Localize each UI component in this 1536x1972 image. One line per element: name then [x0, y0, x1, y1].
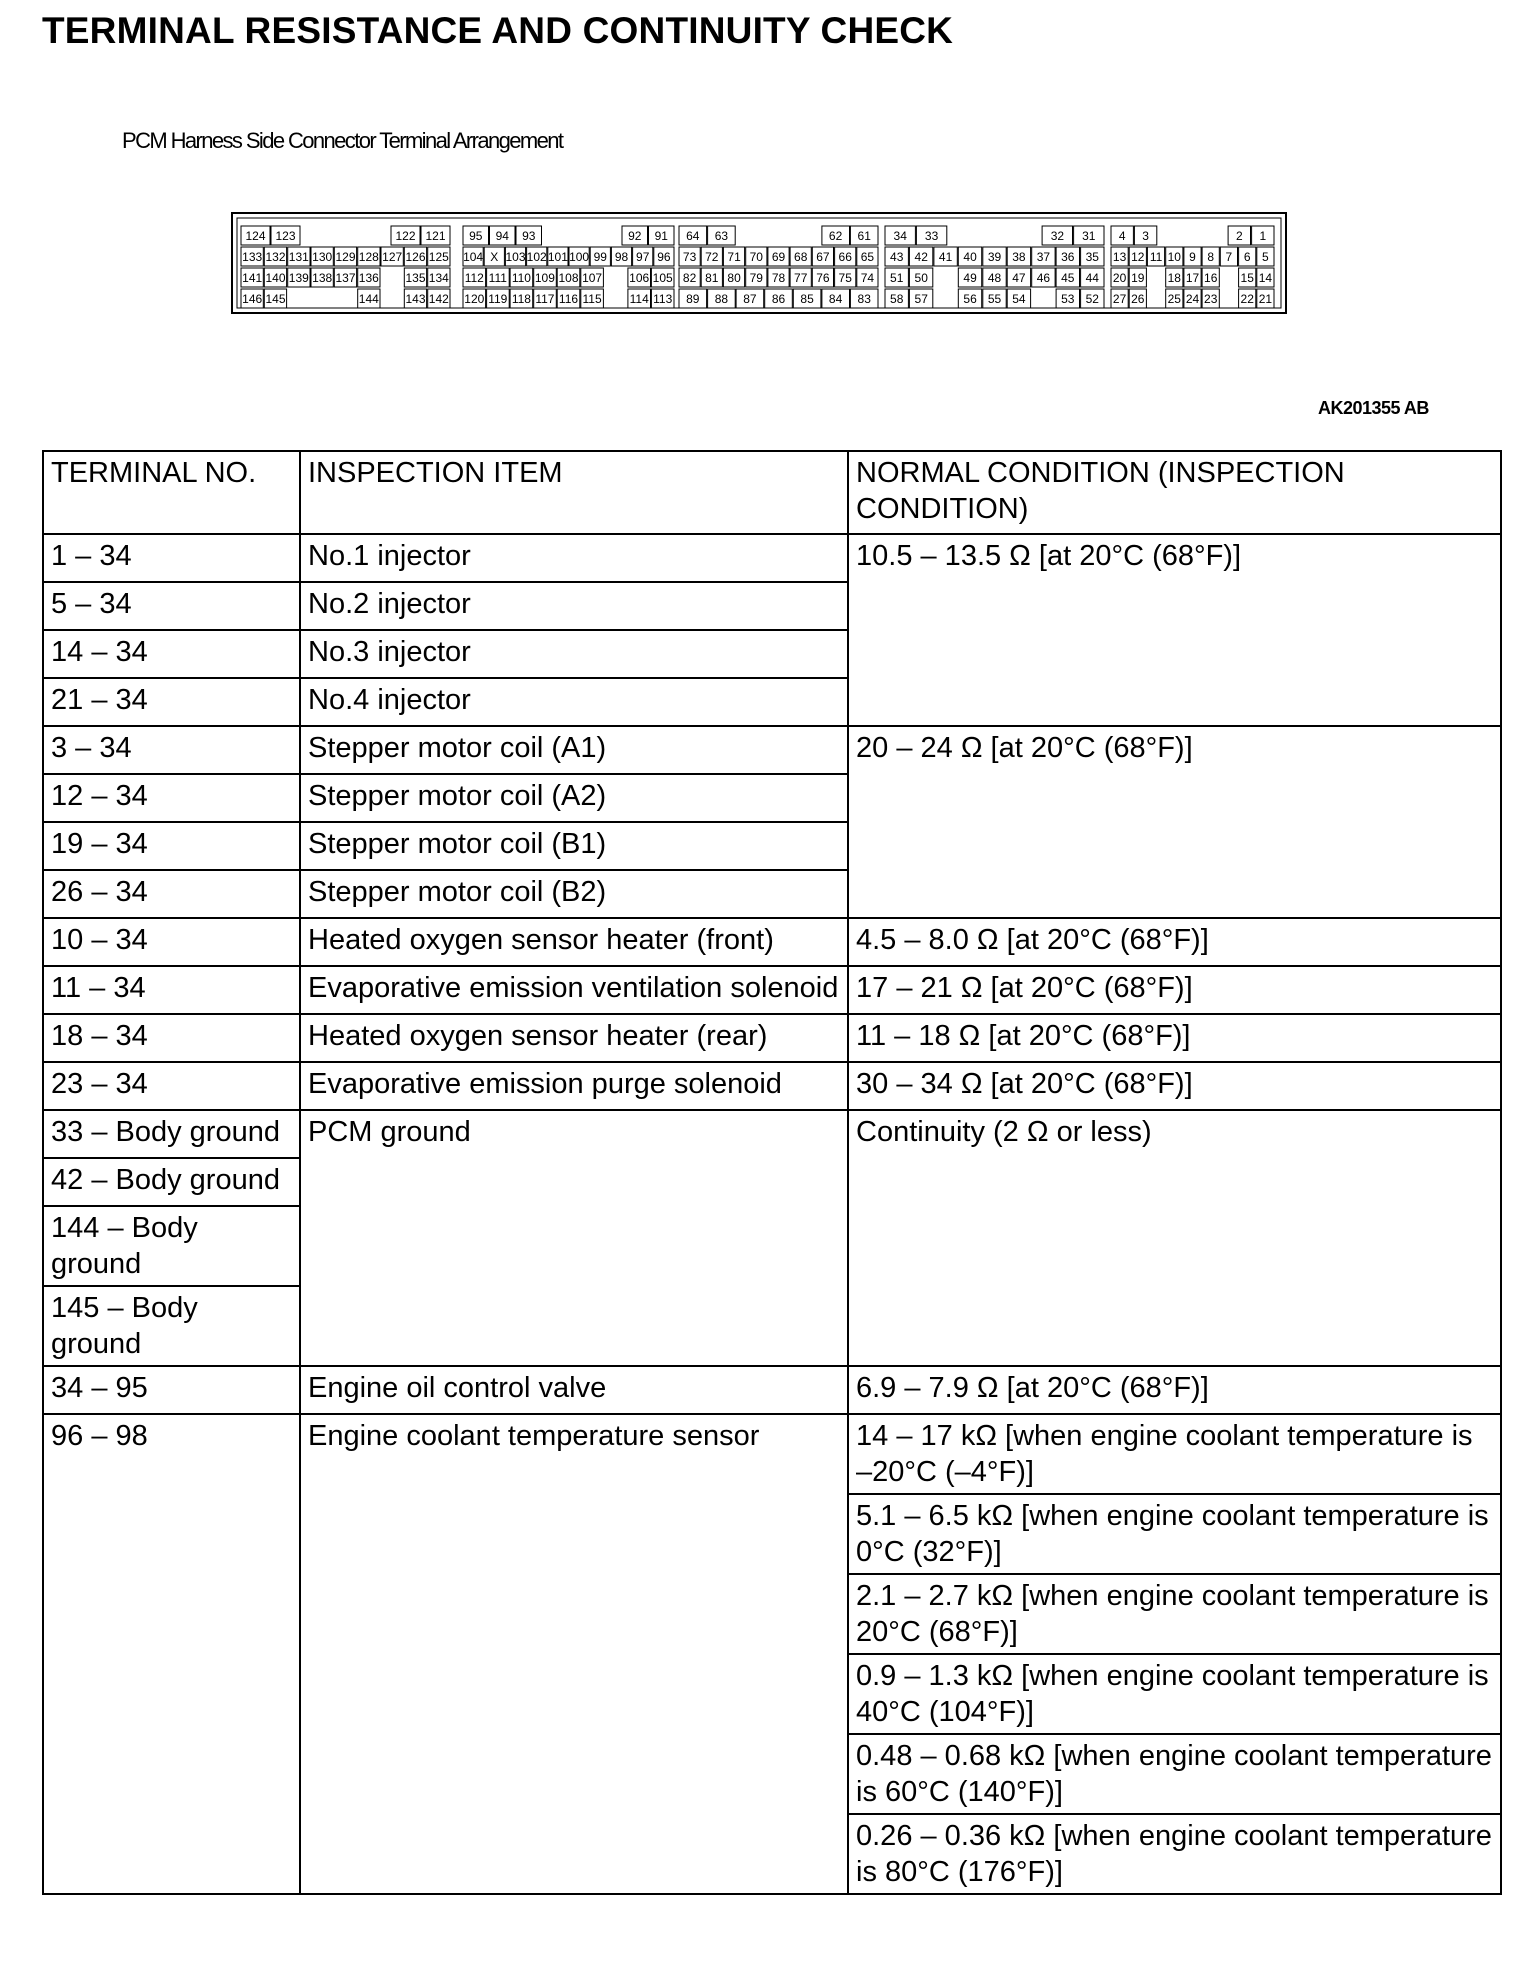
terminal-number: 21 [1258, 292, 1273, 306]
item-cell: Engine oil control valve [300, 1366, 848, 1414]
terminal-number: 93 [522, 229, 536, 243]
page-title: TERMINAL RESISTANCE AND CONTINUITY CHECK [42, 10, 954, 51]
terminal-number: 102 [526, 250, 547, 264]
condition-cell: Continuity (2 Ω or less) [848, 1110, 1501, 1366]
terminal-number: 55 [987, 292, 1002, 306]
terminal-number: 9 [1189, 250, 1196, 264]
terminal-number: 12 [1131, 250, 1145, 264]
terminal-number: 137 [335, 271, 356, 285]
item-cell: Stepper motor coil (B2) [300, 870, 848, 918]
terminal-number: 1 [1259, 229, 1267, 243]
condition-cell: 30 – 34 Ω [at 20°C (68°F)] [848, 1062, 1501, 1110]
terminal-number: 114 [629, 292, 649, 306]
item-cell: Stepper motor coil (A1) [300, 726, 848, 774]
item-cell: No.3 injector [300, 630, 848, 678]
condition-cell: 6.9 – 7.9 Ω [at 20°C (68°F)] [848, 1366, 1501, 1414]
terminal-number: 107 [582, 271, 603, 285]
terminal-cell: 5 – 34 [43, 582, 300, 630]
terminal-number: 79 [749, 271, 763, 285]
terminal-number: 126 [405, 250, 426, 264]
terminal-number: 146 [242, 292, 263, 306]
terminal-number: 25 [1167, 292, 1181, 306]
terminal-number: 63 [714, 229, 729, 243]
terminal-number: 47 [1012, 271, 1026, 285]
item-cell: Engine coolant temperature sensor [300, 1414, 848, 1894]
terminal-number: 34 [893, 229, 907, 243]
terminal-number: 38 [1012, 250, 1026, 264]
terminal-number: 14 [1258, 271, 1273, 285]
item-cell: No.1 injector [300, 534, 848, 582]
terminal-number: 101 [547, 250, 568, 264]
figure-code: AK201355 AB [1318, 398, 1429, 418]
terminal-number: 111 [488, 271, 507, 285]
terminal-number: 48 [987, 271, 1002, 285]
terminal-number: 99 [593, 250, 607, 264]
terminal-number: 135 [405, 271, 426, 285]
terminal-number: 84 [828, 292, 843, 306]
terminal-cell: 96 – 98 [43, 1414, 300, 1894]
terminal-number: 50 [914, 271, 928, 285]
terminal-number: 103 [505, 250, 526, 264]
terminal-number: 62 [828, 229, 843, 243]
table-row [43, 918, 1501, 966]
terminal-number: 16 [1204, 271, 1218, 285]
condition-cell: 17 – 21 Ω [at 20°C (68°F)] [848, 966, 1501, 1014]
terminal-number: 129 [335, 250, 356, 264]
terminal-number: 83 [857, 292, 871, 306]
terminal-number: 72 [705, 250, 719, 264]
terminal-number: 10 [1167, 250, 1181, 264]
terminal-number: 144 [358, 292, 379, 306]
terminal-cell: 21 – 34 [43, 678, 300, 726]
condition-cell: 0.48 – 0.68 kΩ [when engine coolant temperature is 60°C (140°F)] [848, 1734, 1501, 1814]
item-cell: Heated oxygen sensor heater (rear) [300, 1014, 848, 1062]
terminal-number: 32 [1050, 229, 1065, 243]
terminal-number: 42 [914, 250, 928, 264]
table-row [43, 1414, 1501, 1494]
terminal-number: 124 [245, 229, 266, 243]
terminal-number: 106 [629, 271, 650, 285]
terminal-number: 19 [1131, 271, 1145, 285]
terminal-number: 65 [860, 250, 875, 264]
condition-cell: 0.26 – 0.36 kΩ [when engine coolant temperature is 80°C (176°F)] [848, 1814, 1501, 1894]
terminal-number: 27 [1112, 292, 1127, 306]
terminal-number: 6 [1243, 250, 1251, 264]
terminal-number: 66 [838, 250, 852, 264]
terminal-number: 68 [794, 250, 808, 264]
header-terminal: TERMINAL NO. [43, 451, 300, 534]
terminal-number: 142 [428, 292, 449, 306]
connector-caption: PCM Harness Side Connector Terminal Arrangement [122, 128, 563, 153]
terminal-number: X [490, 250, 499, 264]
terminal-number: 128 [358, 250, 379, 264]
terminal-number: 104 [463, 250, 484, 264]
terminal-number: 134 [428, 271, 449, 285]
terminal-number: 22 [1240, 292, 1254, 306]
terminal-number: 58 [890, 292, 904, 306]
item-cell: No.2 injector [300, 582, 848, 630]
condition-cell: 14 – 17 kΩ [when engine coolant temperature is –20°C (–4°F)] [848, 1414, 1501, 1494]
terminal-number: 74 [860, 271, 875, 285]
terminal-number: 37 [1036, 250, 1051, 264]
terminal-number: 120 [464, 292, 485, 306]
terminal-number: 3 [1142, 229, 1149, 243]
terminal-number: 140 [265, 271, 286, 285]
terminal-number: 20 [1112, 271, 1127, 285]
terminal-number: 117 [535, 292, 555, 306]
terminal-number: 122 [395, 229, 416, 243]
terminal-number: 36 [1061, 250, 1075, 264]
terminal-number: 5 [1262, 250, 1269, 264]
connector-diagram [231, 212, 1287, 314]
terminal-number: 141 [242, 271, 263, 285]
terminal-cell: 1 – 34 [43, 534, 300, 582]
table-row [43, 534, 1501, 582]
terminal-cell: 14 – 34 [43, 630, 300, 678]
table-row [43, 726, 1501, 774]
terminal-number: 4 [1118, 229, 1126, 243]
terminal-number: 76 [816, 271, 830, 285]
terminal-number: 31 [1082, 229, 1096, 243]
terminal-number: 91 [654, 229, 668, 243]
terminal-number: 77 [794, 271, 808, 285]
terminal-number: 81 [705, 271, 719, 285]
terminal-number: 119 [488, 292, 508, 306]
terminal-number: 26 [1131, 292, 1145, 306]
terminal-number: 51 [890, 271, 904, 285]
terminal-number: 110 [511, 271, 531, 285]
terminal-cell: 34 – 95 [43, 1366, 300, 1414]
terminal-number: 115 [582, 292, 602, 306]
terminal-number: 56 [963, 292, 977, 306]
terminal-number: 52 [1085, 292, 1099, 306]
terminal-number: 2 [1236, 229, 1243, 243]
terminal-number: 85 [800, 292, 814, 306]
terminal-cell: 19 – 34 [43, 822, 300, 870]
condition-cell: 5.1 – 6.5 kΩ [when engine coolant temperature is 0°C (32°F)] [848, 1494, 1501, 1574]
terminal-number: 127 [382, 250, 403, 264]
item-cell: Stepper motor coil (B1) [300, 822, 848, 870]
terminal-number: 86 [771, 292, 786, 306]
terminal-number: 8 [1207, 250, 1215, 264]
terminal-number: 35 [1085, 250, 1099, 264]
terminal-number: 7 [1225, 250, 1233, 264]
item-cell: Evaporative emission purge solenoid [300, 1062, 848, 1110]
terminal-number: 98 [614, 250, 629, 264]
terminal-number: 15 [1240, 271, 1254, 285]
terminal-number: 49 [963, 271, 977, 285]
table-header-row [43, 451, 1501, 534]
terminal-number: 145 [265, 292, 286, 306]
condition-cell: 11 – 18 Ω [at 20°C (68°F)] [848, 1014, 1501, 1062]
terminal-cell: 42 – Body ground [43, 1158, 300, 1206]
terminal-number: 88 [714, 292, 729, 306]
terminal-number: 53 [1061, 292, 1075, 306]
terminal-cell: 10 – 34 [43, 918, 300, 966]
table-row [43, 966, 1501, 1014]
item-cell: PCM ground [300, 1110, 848, 1366]
terminal-number: 133 [242, 250, 263, 264]
terminal-number: 43 [890, 250, 904, 264]
condition-cell: 2.1 – 2.7 kΩ [when engine coolant temperature is 20°C (68°F)] [848, 1574, 1501, 1654]
terminal-cell: 12 – 34 [43, 774, 300, 822]
terminal-cell: 23 – 34 [43, 1062, 300, 1110]
terminal-number: 92 [628, 229, 642, 243]
table-row [43, 1014, 1501, 1062]
connector-terminal-arrangement [231, 212, 1287, 314]
table-row [43, 1062, 1501, 1110]
terminal-number: 40 [963, 250, 977, 264]
header-item: INSPECTION ITEM [300, 451, 848, 534]
terminal-number: 138 [312, 271, 333, 285]
terminal-number: 116 [558, 292, 579, 306]
terminal-number: 57 [914, 292, 928, 306]
terminal-number: 13 [1112, 250, 1127, 264]
terminal-number: 80 [727, 271, 741, 285]
terminal-number: 96 [657, 250, 671, 264]
terminal-number: 131 [288, 250, 309, 264]
terminal-number: 24 [1185, 292, 1200, 306]
terminal-number: 71 [727, 250, 741, 264]
condition-cell: 0.9 – 1.3 kΩ [when engine coolant temperature is 40°C (104°F)] [848, 1654, 1501, 1734]
terminal-number: 105 [652, 271, 673, 285]
terminal-cell: 18 – 34 [43, 1014, 300, 1062]
terminal-number: 75 [838, 271, 852, 285]
terminal-number: 45 [1061, 271, 1075, 285]
terminal-number: 121 [425, 229, 446, 243]
terminal-number: 69 [771, 250, 786, 264]
terminal-number: 94 [495, 229, 509, 243]
terminal-cell: 26 – 34 [43, 870, 300, 918]
condition-cell: 20 – 24 Ω [at 20°C (68°F)] [848, 726, 1501, 918]
item-cell: Stepper motor coil (A2) [300, 774, 848, 822]
item-cell: Evaporative emission ventilation solenoid [300, 966, 848, 1014]
terminal-cell: 3 – 34 [43, 726, 300, 774]
terminal-number: 108 [558, 271, 579, 285]
terminal-number: 143 [405, 292, 426, 306]
terminal-cell: 144 – Body ground [43, 1206, 300, 1286]
terminal-number: 67 [816, 250, 830, 264]
terminal-number: 46 [1036, 271, 1051, 285]
terminal-number: 125 [428, 250, 449, 264]
terminal-number: 44 [1085, 271, 1099, 285]
terminal-number: 113 [653, 292, 673, 306]
terminal-number: 54 [1012, 292, 1026, 306]
terminal-number: 139 [288, 271, 309, 285]
terminal-number: 23 [1204, 292, 1218, 306]
condition-cell: 4.5 – 8.0 Ω [at 20°C (68°F)] [848, 918, 1501, 966]
terminal-number: 95 [469, 229, 483, 243]
header-condition: NORMAL CONDITION (INSPECTION CONDITION) [848, 451, 1501, 534]
terminal-number: 64 [686, 229, 700, 243]
condition-cell: 10.5 – 13.5 Ω [at 20°C (68°F)] [848, 534, 1501, 726]
terminal-number: 112 [464, 271, 484, 285]
terminal-number: 130 [312, 250, 333, 264]
terminal-number: 109 [534, 271, 555, 285]
terminal-cell: 33 – Body ground [43, 1110, 300, 1158]
item-cell: Heated oxygen sensor heater (front) [300, 918, 848, 966]
terminal-cell: 145 – Body ground [43, 1286, 300, 1366]
terminal-number: 97 [636, 250, 650, 264]
terminal-number: 33 [924, 229, 939, 243]
terminal-number: 118 [511, 292, 531, 306]
terminal-number: 18 [1167, 271, 1181, 285]
item-cell: No.4 injector [300, 678, 848, 726]
table-row [43, 1366, 1501, 1414]
terminal-number: 78 [771, 271, 786, 285]
terminal-number: 132 [265, 250, 286, 264]
terminal-number: 82 [682, 271, 697, 285]
terminal-number: 41 [938, 250, 953, 264]
terminal-number: 17 [1185, 271, 1200, 285]
terminal-number: 61 [857, 229, 871, 243]
terminal-cell: 11 – 34 [43, 966, 300, 1014]
terminal-number: 123 [275, 229, 296, 243]
terminal-number: 87 [743, 292, 757, 306]
terminal-number: 89 [686, 292, 700, 306]
inspection-table [42, 450, 1502, 1895]
table-row [43, 1110, 1501, 1158]
terminal-number: 39 [987, 250, 1002, 264]
terminal-number: 11 [1149, 250, 1163, 264]
terminal-number: 136 [358, 271, 379, 285]
terminal-number: 70 [749, 250, 763, 264]
terminal-number: 73 [682, 250, 697, 264]
terminal-number: 100 [569, 250, 590, 264]
